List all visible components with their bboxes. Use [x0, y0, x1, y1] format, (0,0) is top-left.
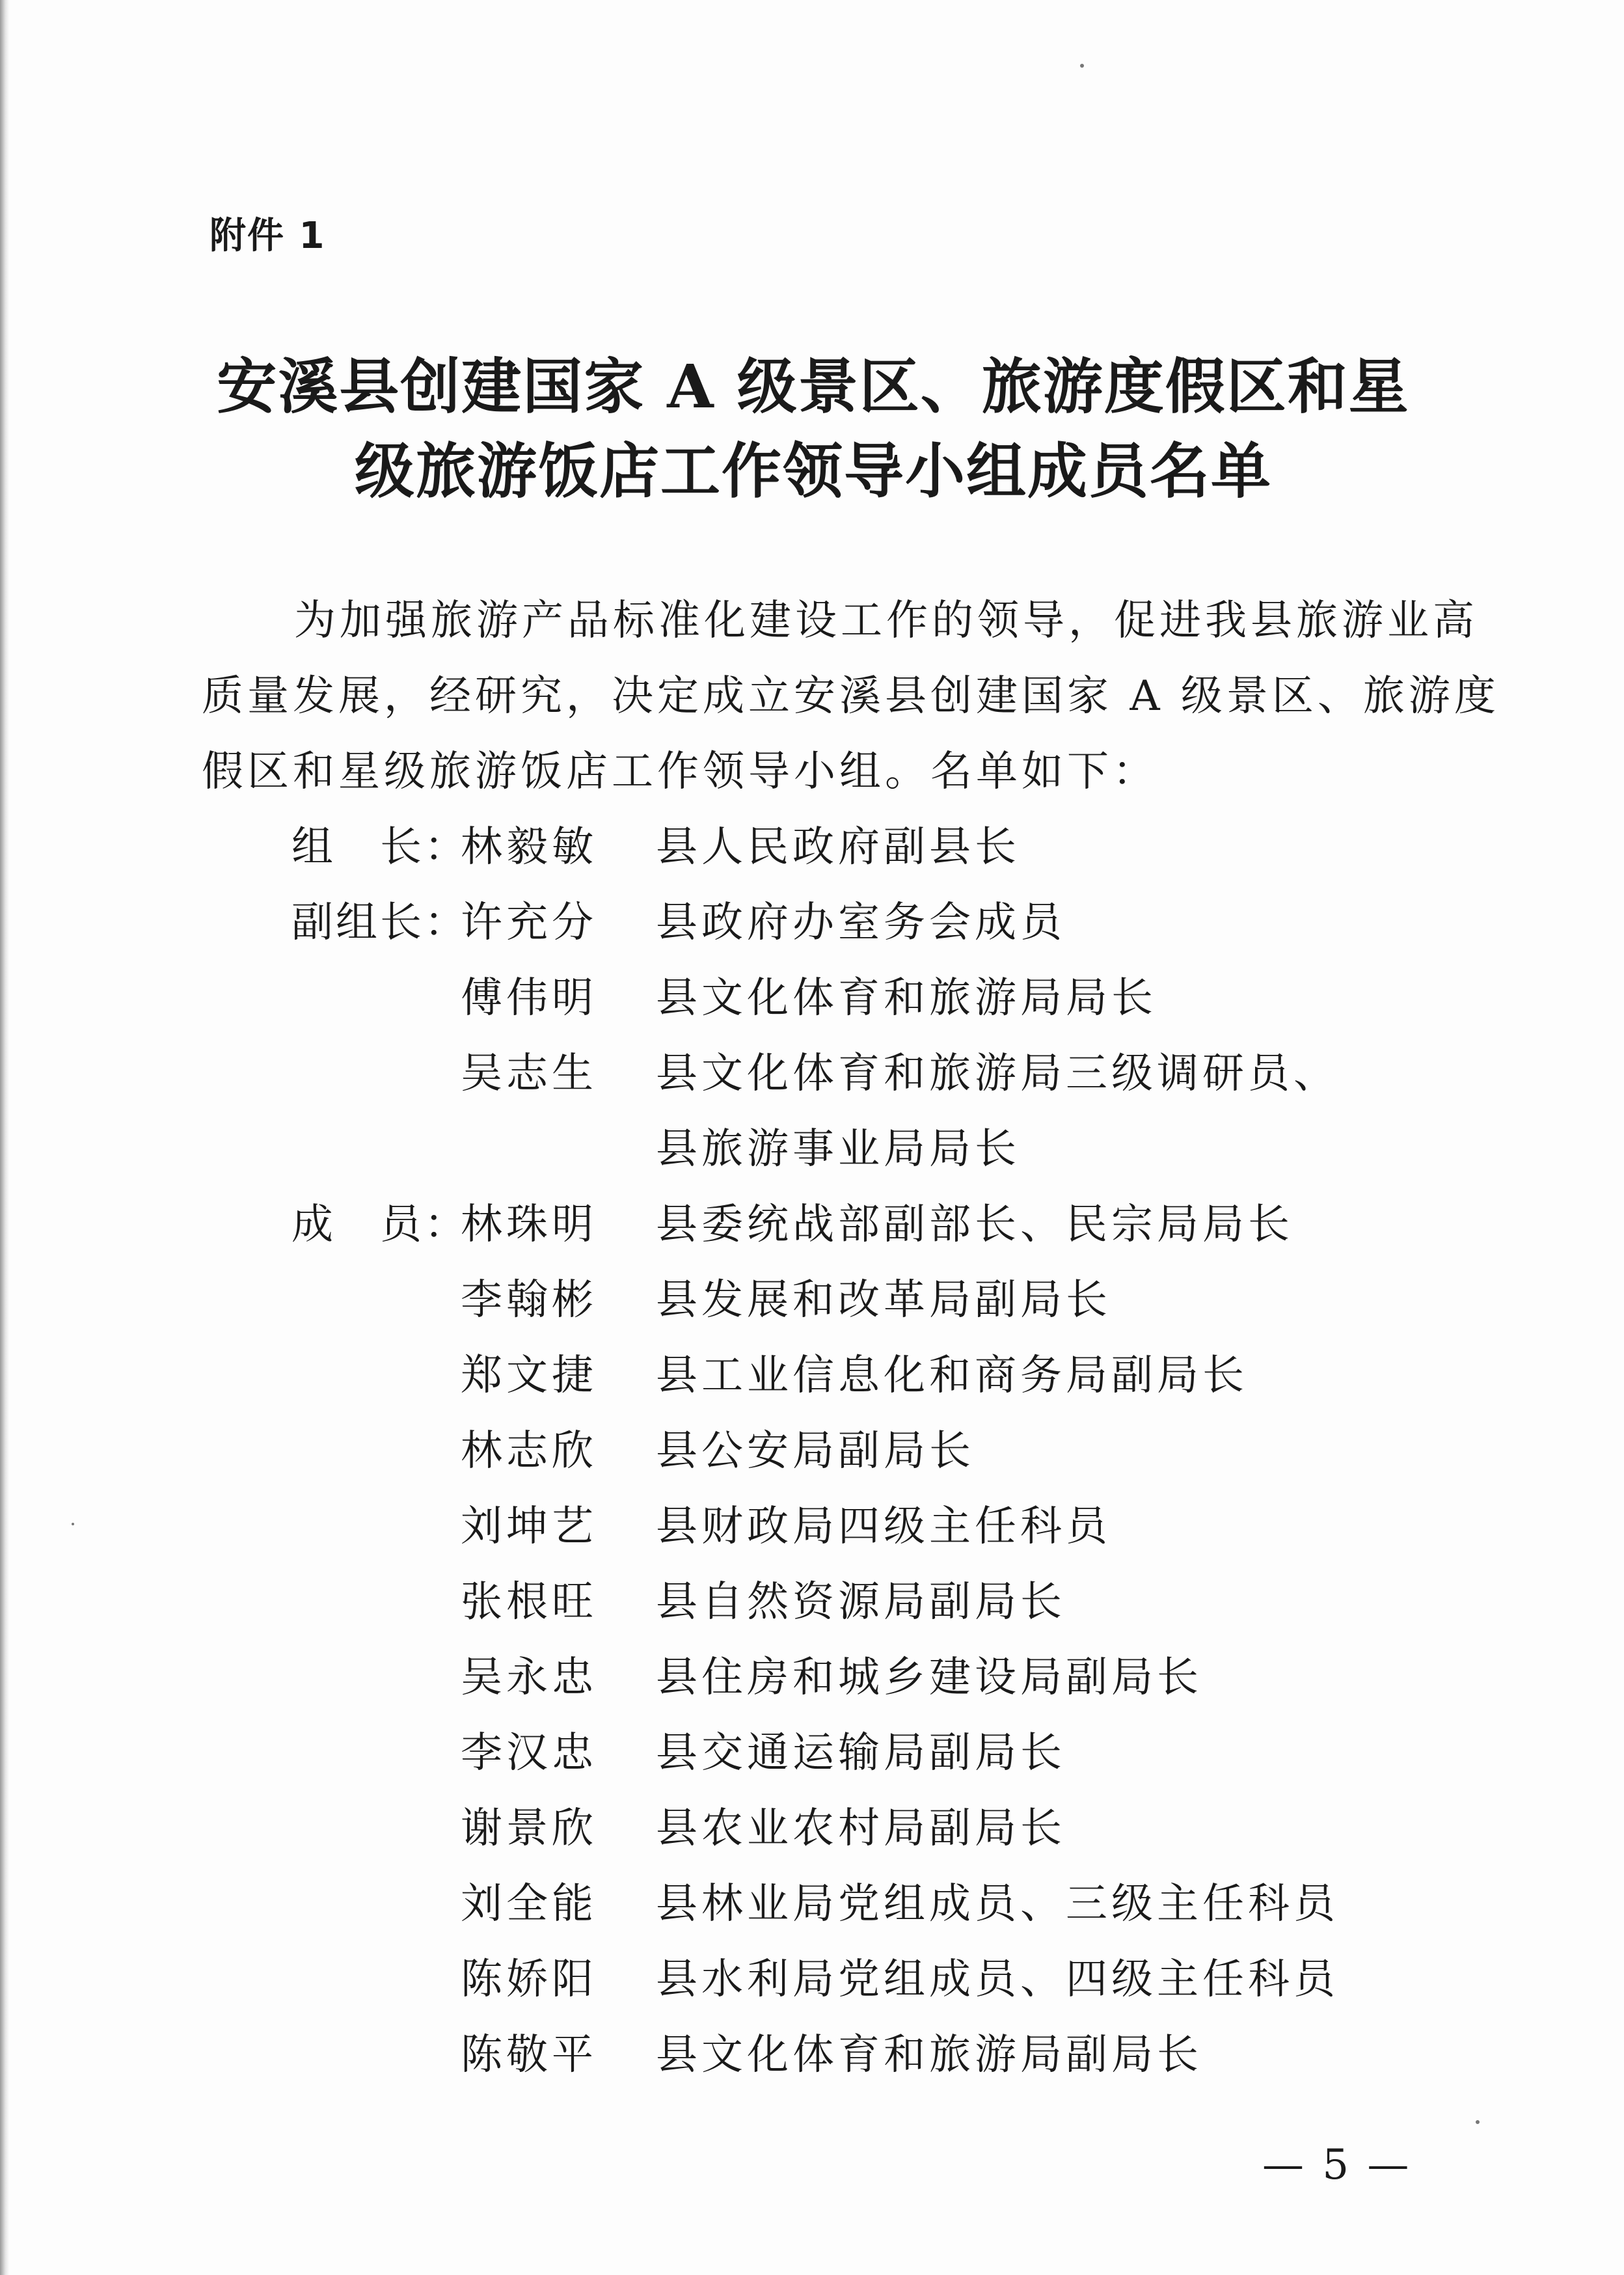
- scan-speck: [72, 1523, 74, 1525]
- member-duty: 县工业信息化和商务局副局长: [656, 1352, 1248, 1400]
- member-duty: 县财政局四级主任科员: [656, 1503, 1111, 1551]
- member-row: [0, 823, 1624, 879]
- member-name: 傅伟明: [461, 974, 597, 1022]
- scan-speck: [1476, 2120, 1480, 2124]
- member-name: 谢景欣: [461, 1805, 597, 1853]
- member-name: 林志欣: [461, 1427, 597, 1475]
- member-name: 林毅敏: [461, 823, 597, 871]
- member-row: [0, 2031, 1624, 2086]
- member-name: 刘全能: [461, 1880, 597, 1928]
- member-row: [0, 1578, 1624, 1633]
- member-duty: 县文化体育和旅游局三级调研员、: [656, 1050, 1339, 1098]
- member-role: 副组长：: [291, 899, 468, 947]
- member-row: [0, 974, 1624, 1029]
- member-duty: 县人民政府副县长: [656, 823, 1020, 871]
- attachment-label: 附件 1: [210, 215, 326, 257]
- member-row: [0, 1201, 1624, 1256]
- member-name: 陈娇阳: [461, 1955, 597, 2004]
- member-duty: 县文化体育和旅游局副局长: [656, 2031, 1202, 2079]
- member-row: [0, 1427, 1624, 1482]
- member-duty: 县委统战部副部长、民宗局局长: [656, 1201, 1293, 1249]
- member-name: 许充分: [461, 899, 597, 947]
- intro-paragraph-line-3: 假区和星级旅游饭店工作领导小组。名单如下：: [202, 748, 1158, 796]
- member-row: [0, 1955, 1624, 2011]
- document-title-line-2: 级旅游饭店工作领导小组成员名单: [354, 436, 1272, 506]
- member-role: 组 长：: [291, 823, 468, 871]
- member-name: 吴永忠: [461, 1654, 597, 1702]
- member-row: [0, 899, 1624, 954]
- member-name: 郑文捷: [461, 1352, 597, 1400]
- document-title-line-1: 安溪县创建国家 A 级景区、旅游度假区和星: [217, 351, 1410, 422]
- member-duty: 县旅游事业局局长: [656, 1125, 1020, 1173]
- member-name: 张根旺: [461, 1578, 597, 1626]
- member-name: 刘坤艺: [461, 1503, 597, 1551]
- member-name: 陈敬平: [461, 2031, 597, 2079]
- member-duty: 县发展和改革局副局长: [656, 1276, 1111, 1324]
- page-number: — 5 —: [1262, 2141, 1412, 2189]
- member-row: [0, 1880, 1624, 1935]
- member-duty: 县文化体育和旅游局局长: [656, 974, 1157, 1022]
- member-row: [0, 1503, 1624, 1558]
- member-name: 吴志生: [461, 1050, 597, 1098]
- member-duty: 县住房和城乡建设局副局长: [656, 1654, 1202, 1702]
- member-name: 李汉忠: [461, 1729, 597, 1777]
- intro-paragraph-line-1: 为加强旅游产品标准化建设工作的领导，促进我县旅游业高: [294, 597, 1478, 645]
- member-row: [0, 1276, 1624, 1331]
- intro-paragraph-line-2: 质量发展，经研究，决定成立安溪县创建国家 A 级景区、旅游度: [202, 672, 1500, 720]
- member-name: 李翰彬: [461, 1276, 597, 1324]
- member-row: [0, 1805, 1624, 1860]
- member-duty: 县林业局党组成员、三级主任科员: [656, 1880, 1339, 1928]
- member-duty: 县政府办室务会成员: [656, 899, 1066, 947]
- member-row: [0, 1352, 1624, 1407]
- member-name: 林珠明: [461, 1201, 597, 1249]
- member-duty: 县水利局党组成员、四级主任科员: [656, 1955, 1339, 2004]
- member-duty: 县交通运输局副局长: [656, 1729, 1066, 1777]
- member-row: [0, 1729, 1624, 1784]
- member-duty: 县公安局副局长: [656, 1427, 975, 1475]
- member-row: [0, 1125, 1624, 1180]
- scan-speck: [1080, 64, 1084, 68]
- member-duty: 县自然资源局副局长: [656, 1578, 1066, 1626]
- member-row: [0, 1050, 1624, 1105]
- member-role: 成 员：: [291, 1201, 468, 1249]
- member-duty: 县农业农村局副局长: [656, 1805, 1066, 1853]
- member-row: [0, 1654, 1624, 1709]
